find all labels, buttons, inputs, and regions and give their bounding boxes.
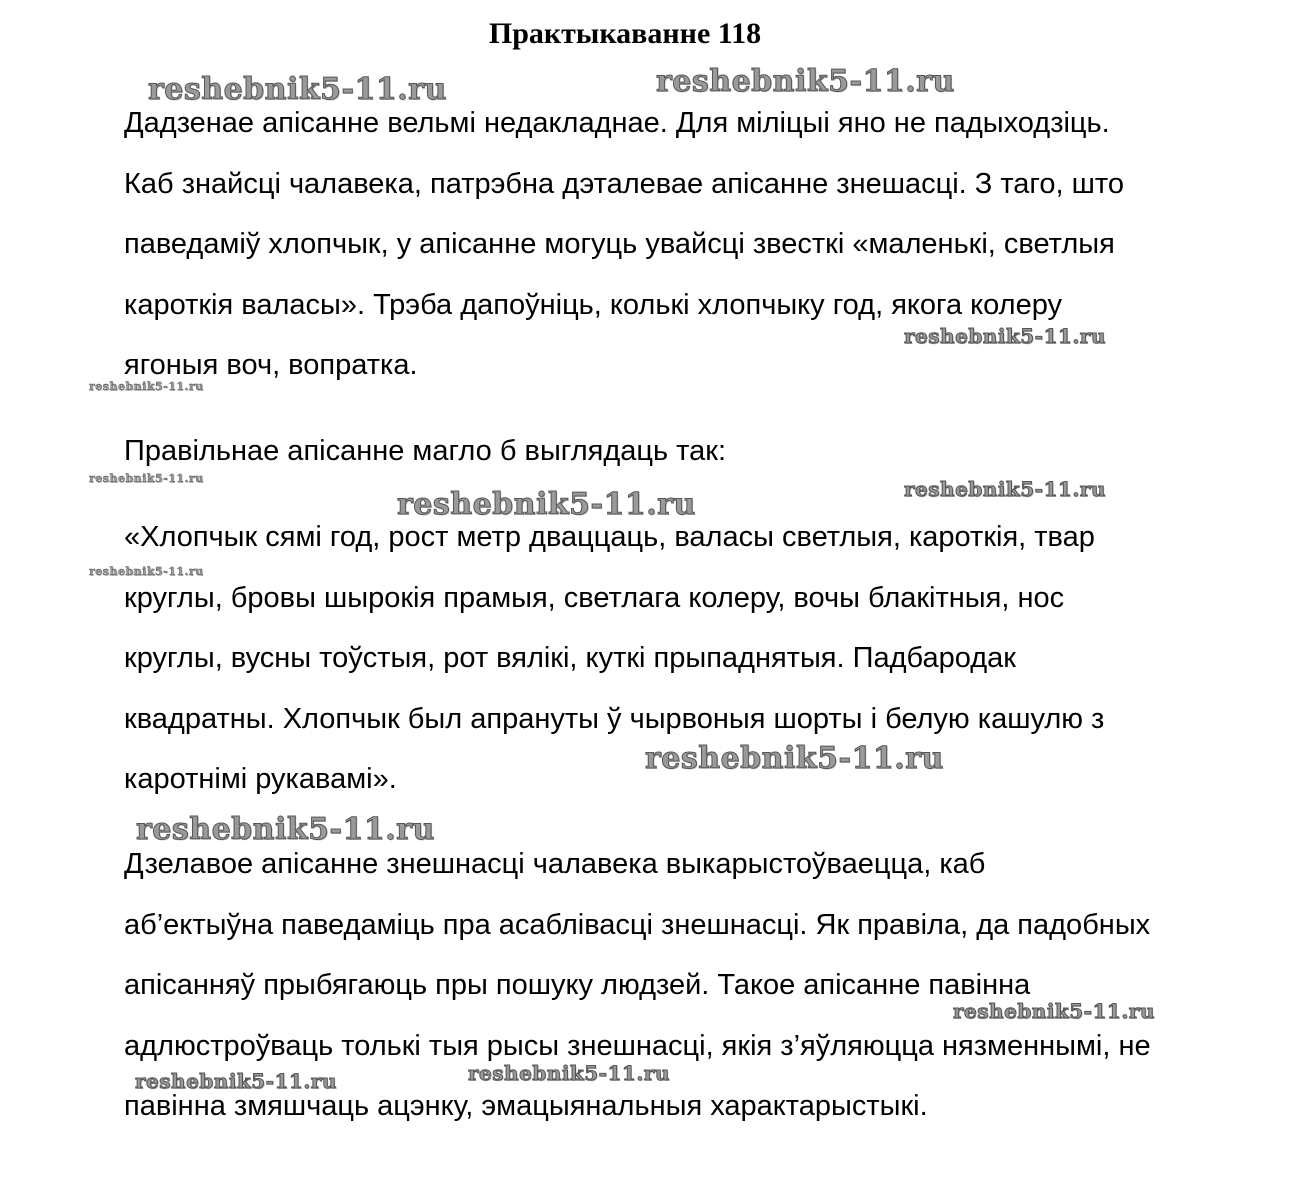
watermark: reshebnik5-11.ru [397, 487, 696, 522]
paragraph-3 [34, 507, 1254, 810]
paragraph-line: кароткія валасы». Трэба дапоўніць, колькі хлопчыку год, якога колеру [124, 288, 1063, 321]
watermark: reshebnik5-11.ru [135, 1069, 337, 1093]
watermark: reshebnik5-11.ru [89, 472, 204, 485]
watermark: reshebnik5-11.ru [89, 565, 204, 578]
page-title: Практыкаванне 118 [488, 17, 762, 50]
paragraph-line: «Хлопчык сямі год, рост метр дваццаць, валасы светлыя, кароткія, твар [124, 521, 1095, 553]
paragraph-line: павінна змяшчаць ацэнку, эмацыянальныя характарыстыкі. [124, 1090, 928, 1123]
paragraph-line: каротнімі рукавамі». [124, 763, 397, 796]
watermark: reshebnik5-11.ru [645, 741, 944, 776]
paragraph-line: Дадзенае апісанне вельмі недакладнае. Для міліцыі яно не падыходзіць. [124, 107, 1110, 139]
watermark: reshebnik5-11.ru [656, 64, 955, 99]
watermark: reshebnik5-11.ru [89, 380, 204, 393]
paragraph-line: Каб знайсці чалавека, патрэбна дэталевае апісанне знешасці. З таго, што [124, 167, 1124, 200]
paragraph-line: паведаміў хлопчык, у апісанне могуць увайсці звесткі «маленькі, светлыя [124, 228, 1115, 261]
paragraph-line: Дзелавое апісанне знешнасці чалавека выкарыстоўваецца, каб [124, 848, 986, 880]
watermark: reshebnik5-11.ru [904, 324, 1106, 348]
paragraph-line: круглы, бровы шырокія прамыя, светлага колеру, вочы блакітныя, нос [124, 581, 1065, 614]
paragraph-1 [34, 93, 1254, 396]
paragraph-line: круглы, вусны тоўстыя, рот вялікі, куткі прыпаднятыя. Падбародак [124, 642, 1016, 675]
watermark: reshebnik5-11.ru [904, 477, 1106, 501]
paragraph-line: адлюстроўваць толькі тыя рысы знешнасці, якія з’яўляюцца нязменнымі, не [124, 1029, 1151, 1062]
watermark: reshebnik5-11.ru [136, 812, 435, 847]
paragraph-2 [34, 421, 1254, 482]
paragraph-line: аб’ектыўна паведаміць пра асаблівасці знешнасці. Як правіла, да падобных [124, 908, 1151, 941]
watermark: reshebnik5-11.ru [468, 1061, 670, 1085]
watermark: reshebnik5-11.ru [148, 72, 447, 107]
watermark: reshebnik5-11.ru [953, 999, 1155, 1023]
paragraph-line: апісанняў прыбягаюць пры пошуку людзей. Такое апісанне павінна [124, 969, 1031, 1002]
paragraph-line: Правільнае апісанне магло б выглядаць так: [124, 435, 727, 467]
paragraph-line: квадратны. Хлопчык был апрануты ў чырвоныя шорты і белую кашулю з [124, 702, 1105, 735]
paragraph-line: ягоныя воч, вопратка. [124, 349, 418, 382]
